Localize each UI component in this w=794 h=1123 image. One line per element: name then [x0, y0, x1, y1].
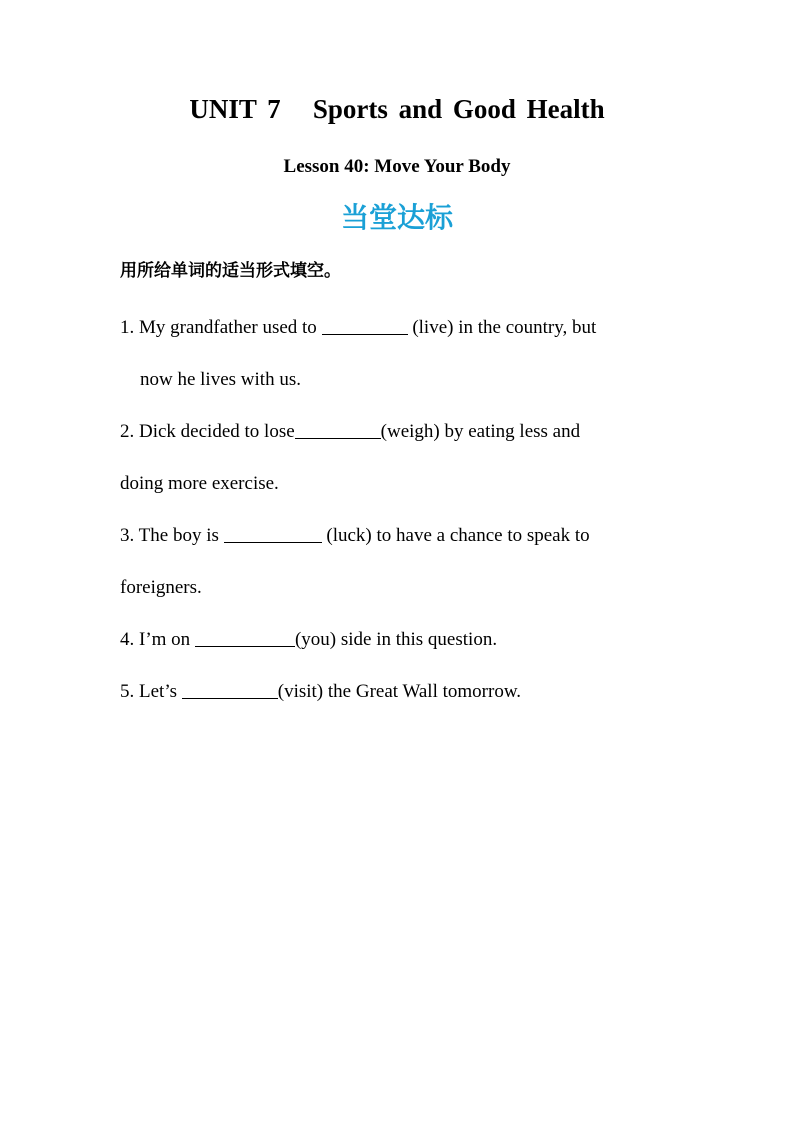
question-number: 5.: [120, 681, 135, 702]
question-3: [120, 510, 667, 562]
question-text-before: I’m on: [139, 629, 191, 650]
section-heading: 当堂达标: [340, 201, 453, 234]
question-2: [120, 406, 667, 458]
lesson-title: Lesson 40: Move Your Body: [283, 156, 511, 177]
question-continuation-text: foreigners.: [120, 577, 202, 598]
question-hint: (luck): [326, 525, 372, 546]
question-text-after: in the country, but: [458, 317, 597, 338]
question-continuation-text: now he lives with us.: [140, 369, 301, 390]
question-3-continuation: [120, 562, 667, 614]
question-number: 4.: [120, 629, 135, 650]
unit-title: UNIT 7 Sports and Good Health: [189, 94, 605, 124]
question-text-before: My grandfather used to: [139, 317, 317, 338]
question-text-after: by eating less and: [444, 421, 581, 442]
question-hint: (visit): [277, 681, 324, 702]
answer-blank[interactable]: [182, 679, 278, 699]
question-text-before: The boy is: [138, 525, 219, 546]
question-list: [120, 302, 667, 718]
answer-blank[interactable]: [322, 315, 408, 335]
question-continuation-text: doing more exercise.: [120, 473, 279, 494]
question-2-continuation: [120, 458, 667, 510]
question-number: 2.: [120, 421, 135, 442]
question-1: [120, 302, 667, 354]
question-text-before: Let’s: [139, 681, 177, 702]
question-number: 3.: [120, 525, 135, 546]
question-hint: (live): [412, 317, 454, 338]
answer-blank[interactable]: [224, 523, 322, 543]
question-hint: (weigh): [380, 421, 440, 442]
question-text-after: the Great Wall tomorrow.: [327, 681, 522, 702]
question-text-after: to have a chance to speak to: [376, 525, 590, 546]
question-1-continuation: [120, 354, 667, 406]
instruction-text: 用所给单词的适当形式填空。: [120, 261, 341, 281]
question-5: [120, 666, 667, 718]
question-4: [120, 614, 667, 666]
question-text-after: side in this question.: [340, 629, 498, 650]
question-text-before: Dick decided to lose: [139, 421, 295, 442]
answer-blank[interactable]: [295, 419, 381, 439]
answer-blank[interactable]: [195, 627, 295, 647]
question-number: 1.: [120, 317, 135, 338]
question-hint: (you): [294, 629, 337, 650]
